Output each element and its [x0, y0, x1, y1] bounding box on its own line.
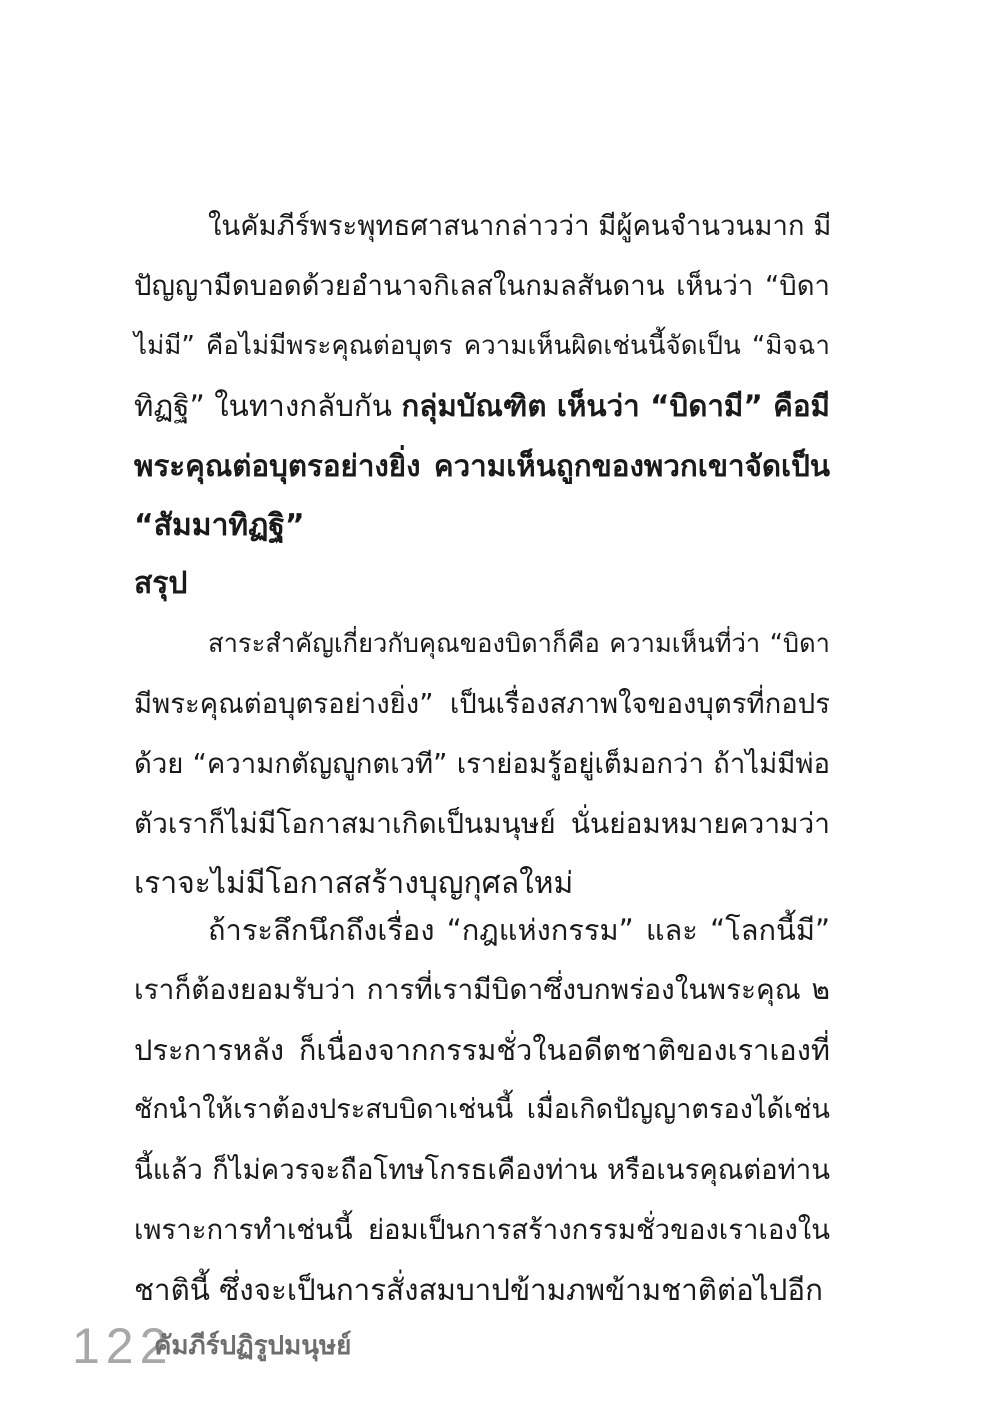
paragraph-3-line-6: เพราะการทำเช่นนี้ ย่อมเป็นการสร้างกรรมชั่วของเราเองใน — [134, 1214, 830, 1246]
paragraph-1-line-1: ในคัมภีร์พระพุทธศาสนากล่าวว่า มีผู้คนจำนวนมาก มี — [208, 210, 832, 242]
page-number: 122 — [72, 1318, 174, 1374]
paragraph-2-line-4: ตัวเราก็ไม่มีโอกาสมาเกิดเป็นมนุษย์ นั่นย่อมหมายความว่า — [134, 807, 830, 840]
paragraph-3-line-1: ถ้าระลึกนึกถึงเรื่อง “กฎแห่งกรรม” และ “โลกนี้มี” — [208, 913, 830, 947]
paragraph-3-line-3: ประการหลัง ก็เนื่องจากกรรมชั่วในอดีตชาติของเราเองที่ — [134, 1033, 830, 1067]
paragraph-3-line-2: เราก็ต้องยอมรับว่า การที่เรามีบิดาซึ่งบกพร่องในพระคุณ ๒ — [134, 973, 830, 1006]
paragraph-2-line-1: สาระสำคัญเกี่ยวกับคุณของบิดาก็คือ ความเห็นที่ว่า “บิดา — [208, 629, 830, 659]
book-title: คัมภีร์ปฏิรูปมนุษย์ — [154, 1331, 352, 1361]
paragraph-1-line-4-normal: ทิฏฐิ” ในทางกลับกัน — [134, 389, 402, 423]
section-heading: สรุป — [134, 566, 188, 601]
paragraph-2-line-3: ด้วย “ความกตัญญูกตเวที” เราย่อมรู้อยู่เต็มอกว่า ถ้าไม่มีพ่อ — [134, 748, 830, 780]
paragraph-1-line-6: “สัมมาทิฏฐิ” — [134, 508, 305, 543]
paragraph-3-line-7: ชาตินี้ ซึ่งจะเป็นการสั่งสมบาปข้ามภพข้ามชาติต่อไปอีก — [134, 1273, 823, 1307]
paragraph-1-line-5: พระคุณต่อบุตรอย่างยิ่ง ความเห็นถูกของพวกเขาจัดเป็น — [134, 449, 830, 483]
paragraph-1-line-2: ปัญญามืดบอดด้วยอำนาจกิเลสในกมลสันดาน เห็นว่า “บิดา — [134, 270, 830, 302]
paragraph-3-line-5: นี้แล้ว ก็ไม่ควรจะถือโทษโกรธเคืองท่าน หรือเนรคุณต่อท่าน — [134, 1154, 830, 1186]
paragraph-2-line-5: เราจะไม่มีโอกาสสร้างบุญกุศลใหม่ — [134, 866, 574, 901]
paragraph-1-line-3: ไม่มี” คือไม่มีพระคุณต่อบุตร ความเห็นผิดเช่นนี้จัดเป็น “มิจฉา — [134, 331, 830, 361]
paragraph-1-line-4 — [134, 376, 830, 436]
paragraph-3-line-4: ชักนำให้เราต้องประสบบิดาเช่นนี้ เมื่อเกิดปัญญาตรองได้เช่น — [134, 1094, 830, 1125]
paragraph-2-line-2: มีพระคุณต่อบุตรอย่างยิ่ง” เป็นเรื่องสภาพใจของบุตรที่กอปร — [134, 688, 830, 720]
paragraph-1-line-4-bold: กลุ่มบัณฑิต เห็นว่า “บิดามี” คือมี — [401, 389, 831, 423]
